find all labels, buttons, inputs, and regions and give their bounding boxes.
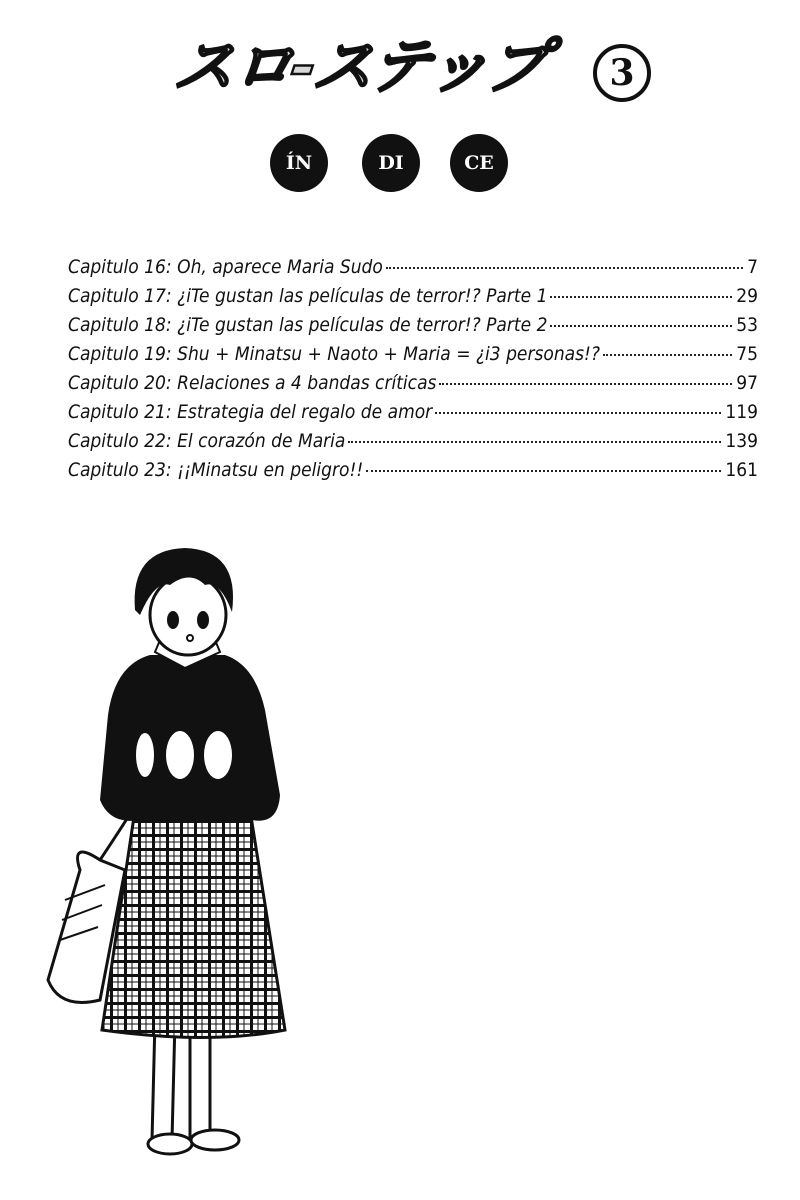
table-of-contents — [68, 256, 758, 488]
toc-chapter-title: Capitulo 18: ¿iTe gustan las películas de terror!? Parte 2 — [68, 314, 548, 336]
toc-page-number: 29 — [736, 285, 758, 307]
toc-chapter-title: Capitulo 16: Oh, aparece Maria Sudo — [68, 256, 383, 278]
toc-page-number: 97 — [736, 372, 758, 394]
toc-leader-dots — [603, 353, 732, 356]
toc-chapter-title: Capitulo 22: El corazón de Maria — [68, 430, 346, 452]
toc-leader-dots — [439, 382, 732, 385]
toc-entry[interactable] — [68, 343, 758, 372]
toc-entry[interactable] — [68, 256, 758, 285]
plaid-skirt — [102, 810, 285, 1038]
toc-leader-dots — [550, 295, 732, 298]
toc-entry[interactable] — [68, 430, 758, 459]
toc-chapter-title: Capitulo 17: ¿iTe gustan las películas de terror!? Parte 1 — [68, 285, 548, 307]
toc-leader-dots — [348, 440, 721, 443]
legs — [148, 1020, 239, 1154]
index-circle-3: CE — [450, 134, 508, 192]
toc-leader-dots — [435, 411, 721, 414]
toc-leader-dots — [366, 469, 721, 472]
toc-entry[interactable] — [68, 459, 758, 488]
index-circle-2: DI — [362, 134, 420, 192]
sweater — [100, 640, 280, 821]
toc-chapter-title: Capitulo 21: Estrategia del regalo de amor — [68, 401, 433, 423]
toc-chapter-title: Capitulo 20: Relaciones a 4 bandas críticas — [68, 372, 437, 394]
volume-number: 3 — [593, 44, 651, 102]
toc-page-number: 75 — [736, 343, 758, 365]
toc-page-number: 139 — [725, 430, 758, 452]
toc-entry[interactable] — [68, 285, 758, 314]
toc-page-number: 7 — [747, 256, 758, 278]
toc-page-number: 119 — [725, 401, 758, 423]
index-circle-1: ÍN — [270, 134, 328, 192]
toc-chapter-title: Capitulo 19: Shu + Minatsu + Naoto + Maria = ¿i3 personas!? — [68, 343, 600, 365]
logo-title: スロ-ステップ — [170, 32, 550, 102]
toc-entry[interactable] — [68, 372, 758, 401]
girl-illustration — [40, 540, 310, 1160]
series-logo — [170, 28, 665, 108]
toc-chapter-title: Capitulo 23: ¡¡Minatsu en peligro!! — [68, 459, 364, 481]
toc-entry[interactable] — [68, 314, 758, 343]
toc-page-number: 53 — [736, 314, 758, 336]
toc-entry[interactable] — [68, 401, 758, 430]
toc-leader-dots — [386, 266, 743, 269]
toc-leader-dots — [550, 324, 732, 327]
head — [135, 548, 233, 655]
index-heading — [270, 134, 515, 194]
toc-page-number: 161 — [725, 459, 758, 481]
